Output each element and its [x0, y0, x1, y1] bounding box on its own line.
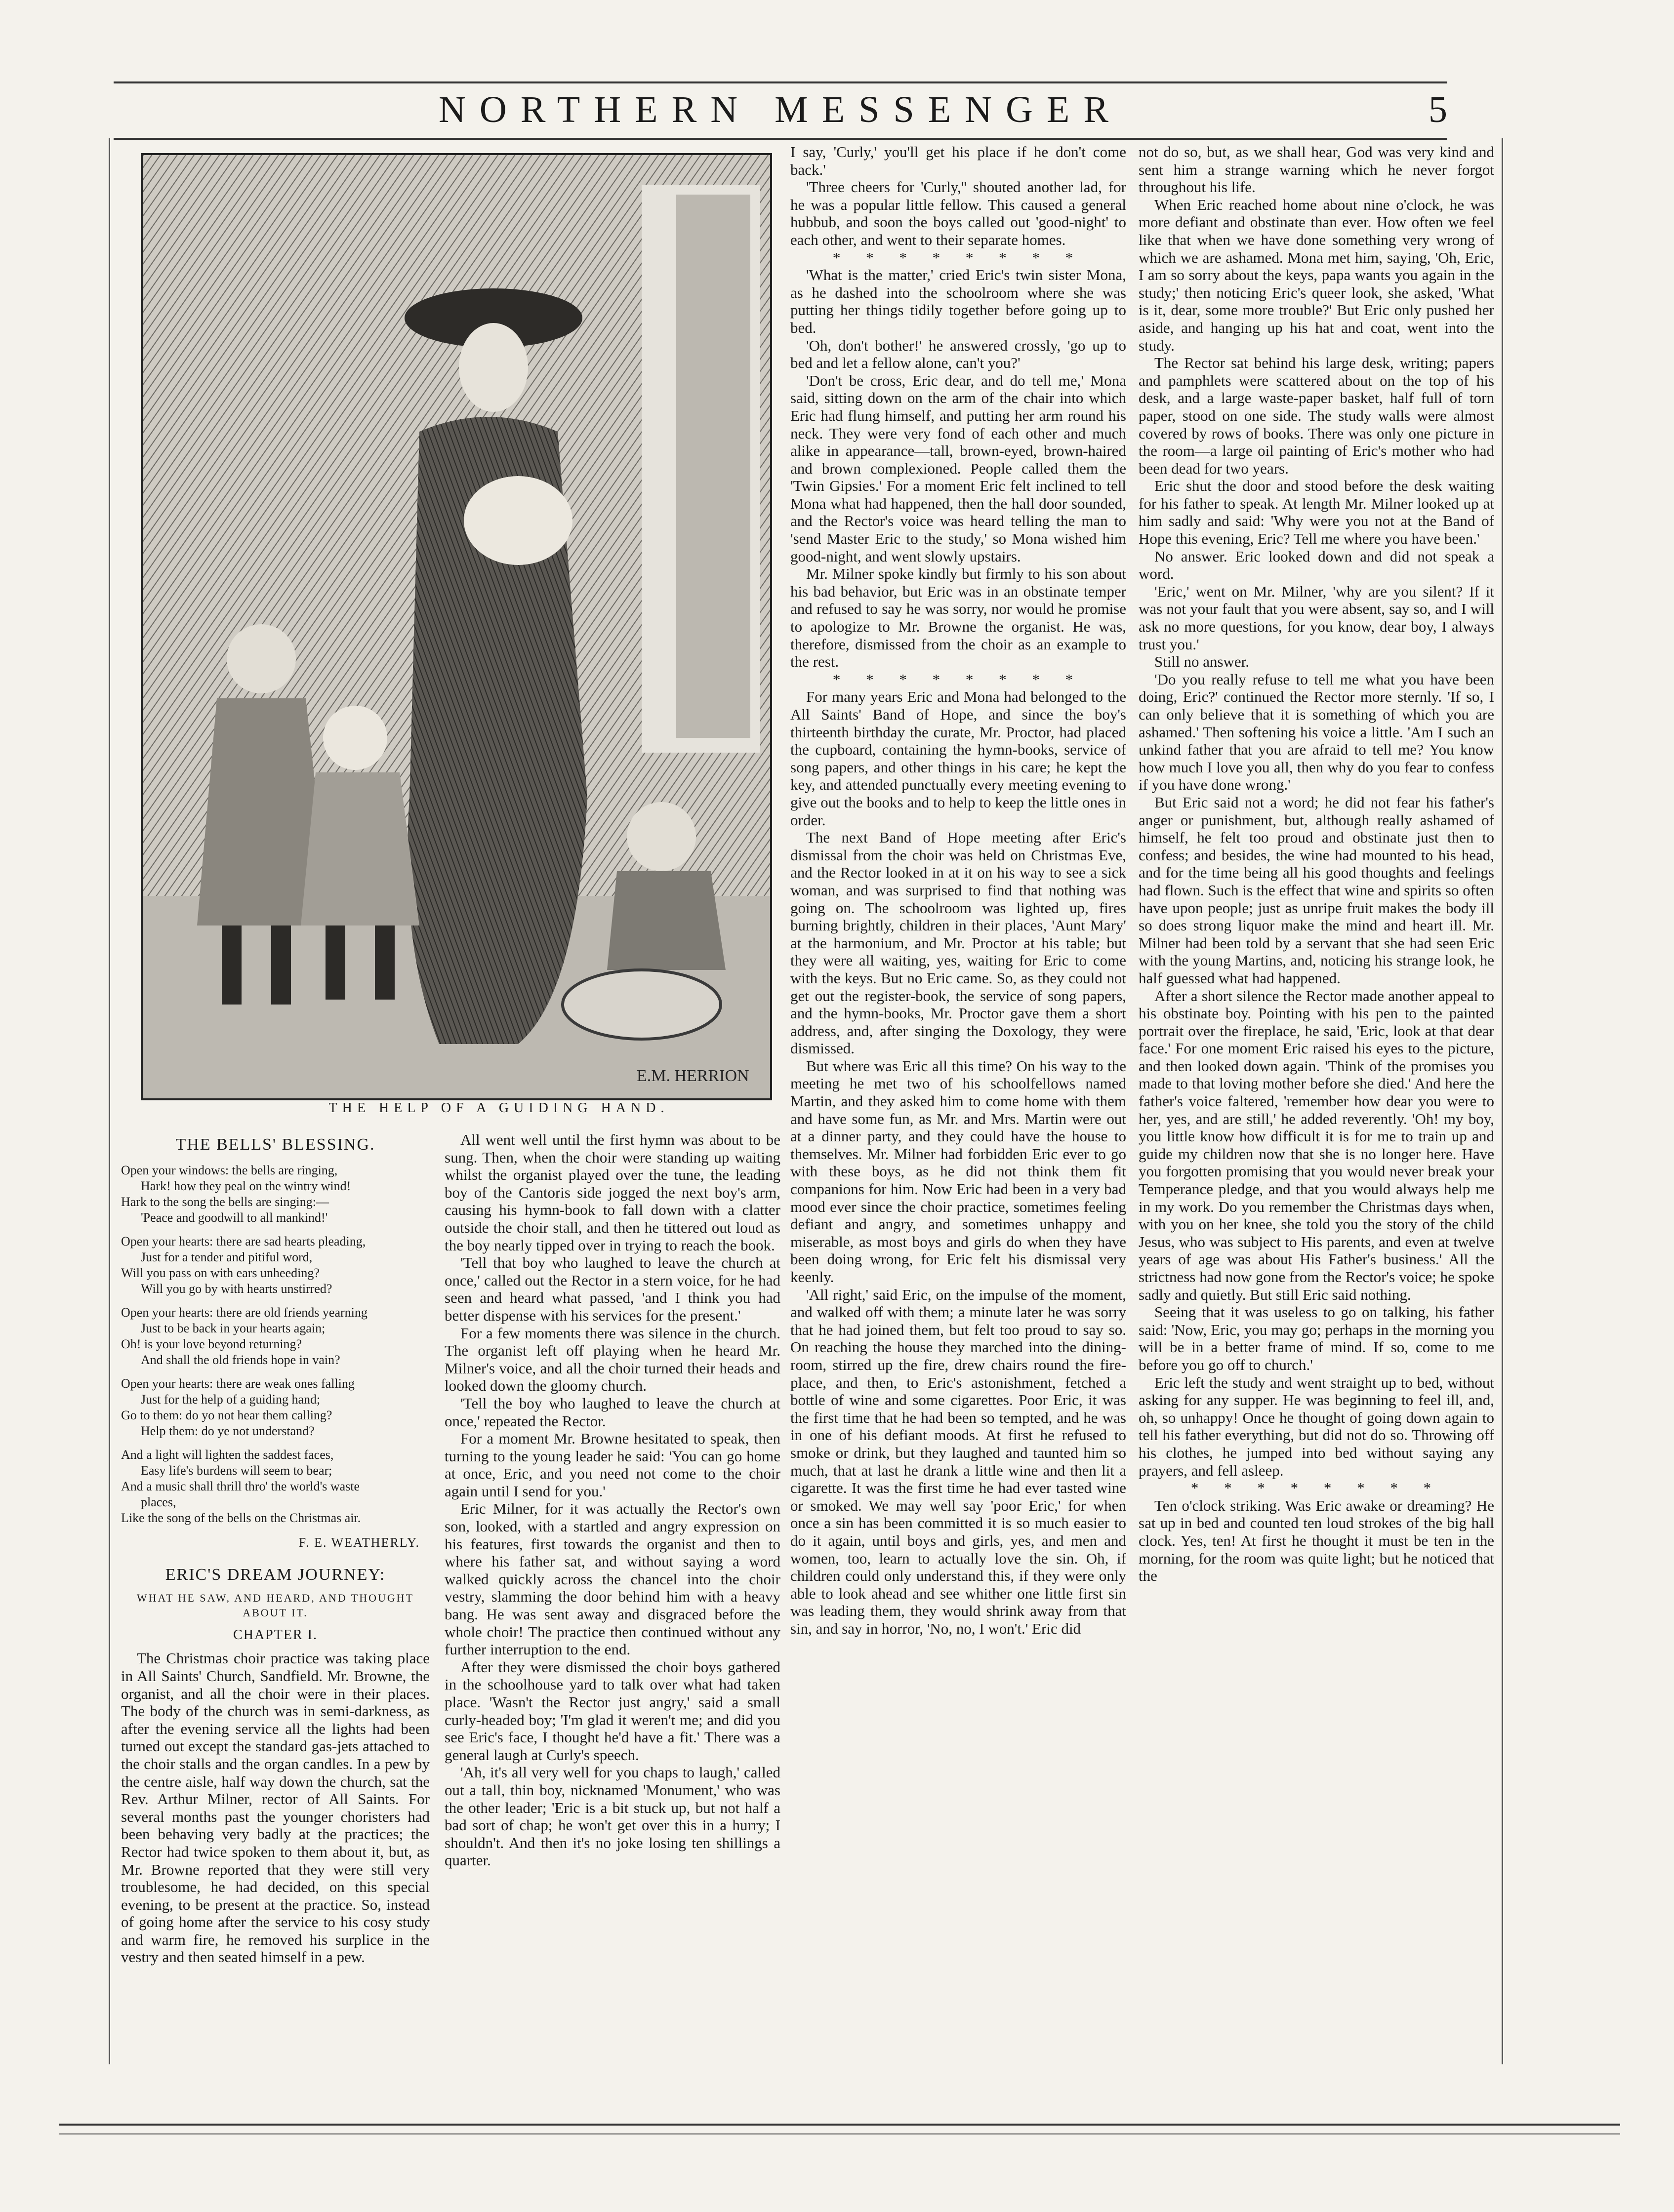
engraving-illustration [141, 153, 772, 1100]
story-paragraph: All went well until the first hymn was about to be sung. Then, when the choir were standing up waiting whilst the organist played over the tune, the leading boy of the Cantoris side jogged the next boy's arm, causing his hymn-book to fall down with a clatter outside the choir stall, and then he tittered out loud as the boy nearly tipped over in trying to reach the book. [445, 1131, 780, 1254]
poem-title: THE BELLS' BLESSING. [175, 1135, 375, 1154]
illustration-signature: E.M. HERRION [637, 1067, 749, 1085]
story-subtitle: WHAT HE SAW, AND HEARD, AND THOUGHT ABOUT IT. [136, 1591, 414, 1619]
poem-line: Like the song of the bells on the Christmas air. [121, 1510, 361, 1525]
left-border-rule [109, 138, 110, 2064]
column-2 [445, 1131, 780, 2089]
poem-body [121, 1163, 430, 1526]
poem-line: And a music shall thrill thro' the world's waste [121, 1479, 360, 1493]
poem-line: Just for a tender and pitiful word, [141, 1249, 313, 1264]
poem-line: Open your windows: the bells are ringing, [121, 1163, 338, 1177]
poem-stanza [121, 1447, 430, 1526]
story-paragraph: For many years Eric and Mona had belonged to the All Saints' Band of Hope, and since the boy's thirteenth birthday the curate, Mr. Proctor, had placed the cupboard, containing the hymn-books, service of song papers, and other things in his care; he kept the key, and attended punctually every meeting evening to give out the books and to help to keep the little ones in order. [790, 688, 1126, 829]
poem-stanza [121, 1376, 430, 1439]
story-paragraph: But where was Eric all this time? On his way to the meeting he met two of his schoolfellows named Martin, and they asked him to come home with them and have some fun, as Mr. and Mrs. Martin were out at a dinner party, and they could have the house to themselves. Mr. Milner had forbidden Eric ever to go with these boys, as he did not think them fit companions for him. Now Eric had been in a very bad mood ever since the choir practice, sometimes feeling defiant and angry, and sometimes unhappy and miserable, as most boys and girls do when they have been doing wrong, for Eric felt his dismissal very keenly. [790, 1057, 1126, 1286]
poem-line: Hark! how they peal on the wintry wind! [141, 1178, 351, 1193]
page-number: 5 [1429, 89, 1447, 130]
poem-line: Hark to the song the bells are singing:— [121, 1194, 329, 1209]
poem-line: 'Peace and goodwill to all mankind!' [141, 1210, 328, 1225]
story-paragraph: 'Tell that boy who laughed to leave the church at once,' called out the Rector in a stern voice, for he had seen and heard what passed, 'and I think you had better dispense with his services for the present.' [445, 1254, 780, 1324]
story-paragraph: Still no answer. [1154, 653, 1250, 671]
story-paragraph: 'What is the matter,' cried Eric's twin sister Mona, as he dashed into the schoolroom where she was putting her things tidily together before going up to bed. [790, 266, 1126, 336]
story-paragraph: 'Three cheers for 'Curly,'' shouted another lad, for he was a popular little fellow. This caused a general hubbub, and soon the boys called out 'good-night' to each other, and went to their separate homes. [790, 178, 1126, 248]
poem-line: places, [141, 1494, 176, 1509]
poem-line: Just to be back in your hearts again; [141, 1321, 326, 1335]
poem-line: And a light will lighten the saddest faces, [121, 1447, 334, 1462]
story-paragraph: 'All right,' said Eric, on the impulse of the moment, and walked off with them; a minute later he was sorry that he had joined them, but felt too proud to say so. On reaching the house they marched into the dining-room, stirred up the fire, drew chairs round the fire-place, and then, to Eric's astonishment, fetched a bottle of wine and some cigarettes. Poor Eric, it was the first time that he had been so tempted, and he was in one of his defiant moods. At first he refused to smoke or drink, but they laughed and taunted him so much, that at last he drank a little wine and then lit a cigarette. It was the first time he had ever tasted wine or smoked. We may well say 'poor Eric,' for when once a sin has been committed it is so much easier to do it again, until boys and girls, yes, and men and women, too, learn to actually love the sin. Oh, if children could only understand this, if they were only able to look ahead and see whither one little first sin was leading them, they would shrink away from that sin, and say in horror, 'No, no, I won't.' Eric did [790, 1286, 1126, 1637]
story-paragraph: After a short silence the Rector made another appeal to his obstinate boy. Pointing with his pen to the painted portrait over the fireplace, he said, 'Eric, look at that dear face.' For one moment Eric raised his eyes to the picture, and then looked down again. 'Think of the promises you made to that loving mother before she died.' And here the father's voice faltered, 'remember how dear you were to her, yes, and are still,' he added reverently. 'Oh! my boy, you little know how difficult it is for me to train up and guide my children now that she is no longer here. Have you forgotten promising that you would never break your Temperance pledge, and that you would always help me in my work. Do you remember the Christmas days when, with you on her knee, she told you the story of the child Jesus, who was subject to His parents, and even at twelve years of age was about His Father's business.' All the strictness had now gone from the Rector's voice; he spoke sadly and quietly. But still Eric said nothing. [1139, 987, 1494, 1303]
section-separator: * * * * * * * * [832, 248, 1084, 266]
chapter-heading: CHAPTER I. [233, 1627, 318, 1643]
story-title: ERIC'S DREAM JOURNEY: [165, 1566, 386, 1584]
poem-stanza [121, 1305, 430, 1368]
poem-author: F. E. WEATHERLY. [298, 1535, 420, 1550]
story-paragraph: Eric left the study and went straight up to bed, without asking for any supper. He was beginning to feel ill, and, oh, so unhappy! Once he thought of going down again to tell his father everything, but did not do so. Throwing off his clothes, he jumped into bed without saying any prayers, and fell asleep. [1139, 1373, 1494, 1479]
story-paragraph: 'Tell the boy who laughed to leave the church at once,' repeated the Rector. [445, 1394, 780, 1430]
poem-line: Easy life's burdens will seem to bear; [141, 1463, 332, 1478]
poem-line: Oh! is your love beyond returning? [121, 1336, 302, 1351]
poem-line: Will you pass on with ears unheeding? [121, 1265, 320, 1280]
column-4 [1139, 143, 1494, 2089]
bottom-border-rule-inner [59, 2133, 1620, 2134]
poem-line: Help them: do ye not understand? [141, 1423, 315, 1438]
publication-title: NORTHERN MESSENGER [438, 89, 1123, 130]
story-paragraph: The Rector sat behind his large desk, writing; papers and pamphlets were scattered about on the top of his desk, and a large waste-paper basket, half full of torn paper, stood on one side. The study walls were almost covered by rows of books. There was only one picture in the room—a large oil painting of Eric's mother who had been dead for two years. [1139, 354, 1494, 477]
story-paragraph: For a few moments there was silence in the church. The organist left off playing when he heard Mr. Milner's voice, and all the choir turned their heads and looked down the gloomy church. [445, 1324, 780, 1395]
story-paragraph: No answer. Eric looked down and did not speak a word. [1139, 547, 1494, 583]
story-paragraph: 'Do you really refuse to tell me what you have been doing, Eric?' continued the Rector more sternly. 'If so, I can only believe that it is something of which you are ashamed.' Then softening his voice a little. 'Am I such an unkind father that you are afraid to tell me? You know how much I love you all, then why do you fear to confess if you have done wrong.' [1139, 670, 1494, 794]
engraving-image [143, 155, 770, 1098]
story-paragraph: Ten o'clock striking. Was Eric awake or dreaming? He sat up in bed and counted ten loud strokes of the big hall clock. Yes, ten! At first he thought it must be ten in the morning, for the room was quite light; but he noticed that the [1139, 1496, 1494, 1585]
story-paragraph: 'Ah, it's all very well for you chaps to laugh,' called out a tall, thin boy, nicknamed 'Monument,' who was the other leader; 'Eric is a bit stuck up, but not half a bad sort of chap; he won't get over this in a hurry; I shouldn't. And then it's no joke losing ten shillings a quarter. [445, 1764, 780, 1869]
right-border-rule [1502, 138, 1503, 2064]
story-paragraph: 'Eric,' went on Mr. Milner, 'why are you silent? If it was not your fault that you were absent, say so, and I will ask no more questions, for you know, dear boy, I always trust you.' [1139, 582, 1494, 653]
bottom-border-rule [59, 2124, 1620, 2126]
story-paragraph: The Christmas choir practice was taking place in All Saints' Church, Sandfield. Mr. Browne, the organist, and all the choir were in their places. The body of the church was in semi-darkness, as after the evening service all the lights had been turned out except the standard gas-jets attached to the choir stalls and the organ candles. In a pew by the centre aisle, half way down the church, sat the Rev. Arthur Milner, rector of All Saints. For several months past the younger choristers had been behaving very badly at the practices; the Rector had twice spoken to them about it, but, as Mr. Browne reported that they were still very troublesome, he had decided, on this special evening, to be present at the practice. So, instead of going home after the service to his cosy study and warm fire, he removed his surplice in the vestry and then seated himself in a pew. [121, 1649, 430, 1966]
column-1 [121, 1131, 430, 2089]
poem-line: Go to them: do yo not hear them calling? [121, 1408, 332, 1422]
story-paragraph: 'Don't be cross, Eric dear, and do tell me,' Mona said, sitting down on the arm of the chair into which Eric had flung himself, and putting her arm round his neck. They were very fond of each other and much alike in appearance—tall, brown-eyed, brown-haired and brown complexioned. People called them the 'Twin Gipsies.' For a moment Eric felt inclined to tell Mona what had happened, then the hall door sounded, and the Rector's voice was heard telling the man to 'send Master Eric to the study,' so Mona wished him good-night, and went slowly upstairs. [790, 371, 1126, 565]
story-paragraph: When Eric reached home about nine o'clock, he was more defiant and obstinate than ever. How often we feel like that when we have done something very wrong of which we are ashamed. Mona met him, saying, 'Oh, Eric, I am so sorry about the keys, papa wants you again in the study;' then noticing Eric's queer look, she asked, 'What is it, dear, some more trouble?' But Eric only pushed her aside, and hanging up his hat and coat, went into the study. [1139, 196, 1494, 354]
section-separator: * * * * * * * * [832, 670, 1084, 688]
story-paragraph: After they were dismissed the choir boys gathered in the schoolhouse yard to talk over what had taken place. 'Wasn't the Rector just angry,' said a small curly-headed boy; 'I'm glad it weren't me; and did you see Eric's face, I thought he'd have a fit.' There was a general laugh at Curly's speech. [445, 1658, 780, 1764]
story-paragraph: Seeing that it was useless to go on talking, his father said: 'Now, Eric, you may go; perhaps in the morning you will be in a better frame of mind. If so, come to me before you go off to church.' [1139, 1303, 1494, 1373]
story-paragraph: But Eric said not a word; he did not fear his father's anger or punishment, but, although really ashamed of himself, he felt too proud and obstinate just then to confess; and besides, the wine had mounted to his head, and for the time being all his good thoughts and feelings had flown. Such is the effect that wine and spirits so often have upon people; just as unripe fruit makes the body ill so does strong liquor make the mind and heart ill. Mr. Milner had been told by a servant that she had seen Eric with the young Martins, and, noticing his strange look, he half guessed what had happened. [1139, 793, 1494, 987]
section-separator: * * * * * * * * [1190, 1479, 1442, 1497]
story-paragraph: For a moment Mr. Browne hesitated to speak, then turning to the young leader he said: 'You can go home at once, Eric, and you need not come to the choir again until I send for you.' [445, 1430, 780, 1500]
poem-line: Will you go by with hearts unstirred? [141, 1281, 332, 1296]
poem-stanza [121, 1163, 430, 1226]
story-paragraph: The next Band of Hope meeting after Eric's dismissal from the choir was held on Christmas Eve, and the Rector looked in at it on his way to see a sick woman, and was surprised to find that nothing was going on. The schoolroom was lighted up, fires burning brightly, children in their places, 'Aunt Mary' at the harmonium, and Mr. Proctor at his table; but they were all waiting, yes, waiting for Eric to come with the keys. But no Eric came. So, as they could not get out the register-book, the service of song papers, and the hymn-books, Mr. Proctor gave them a short address, and, after singing the Doxology, they were dismissed. [790, 829, 1126, 1057]
story-paragraph: Eric Milner, for it was actually the Rector's own son, looked, with a startled and angry expression on his features, first towards the organist and then to where his father sat, and without saying a word walked quickly across the chancel into the choir vestry, slamming the door behind him with a heavy bang. He was sent away and disgraced before the whole choir! The practice then continued without any further interruption to the end. [445, 1500, 780, 1658]
poem-line: And shall the old friends hope in vain? [141, 1352, 340, 1367]
column-3 [790, 143, 1126, 2089]
story-paragraph: I say, 'Curly,' you'll get his place if he don't come back.' [790, 143, 1126, 178]
poem-line: Just for the help of a guiding hand; [141, 1392, 321, 1407]
poem-line: Open your hearts: there are weak ones falling [121, 1376, 355, 1391]
illustration-caption: THE HELP OF A GUIDING HAND. [328, 1100, 669, 1116]
poem-line: Open your hearts: there are sad hearts pleading, [121, 1234, 366, 1248]
poem-line: Open your hearts: there are old friends yearning [121, 1305, 367, 1320]
poem-stanza [121, 1234, 430, 1297]
story-paragraph: not do so, but, as we shall hear, God was very kind and sent him a strange warning which he never forgot throughout his life. [1139, 143, 1494, 196]
masthead [114, 81, 1447, 140]
story-paragraph: Eric shut the door and stood before the desk waiting for his father to speak. At length Mr. Milner looked up at him sadly and said: 'Why were you not at the Band of Hope this evening, Eric? Tell me where you have been.' [1139, 477, 1494, 548]
story-paragraph: 'Oh, don't bother!' he answered crossly, 'go up to bed and let a fellow alone, can't you?' [790, 336, 1126, 372]
story-paragraph: Mr. Milner spoke kindly but firmly to his son about his bad behavior, but Eric was in an obstinate temper and refused to say he was sorry, nor would he promise to apologize to Mr. Browne the organist. He was, therefore, dismissed from the choir as an example to the rest. [790, 565, 1126, 671]
